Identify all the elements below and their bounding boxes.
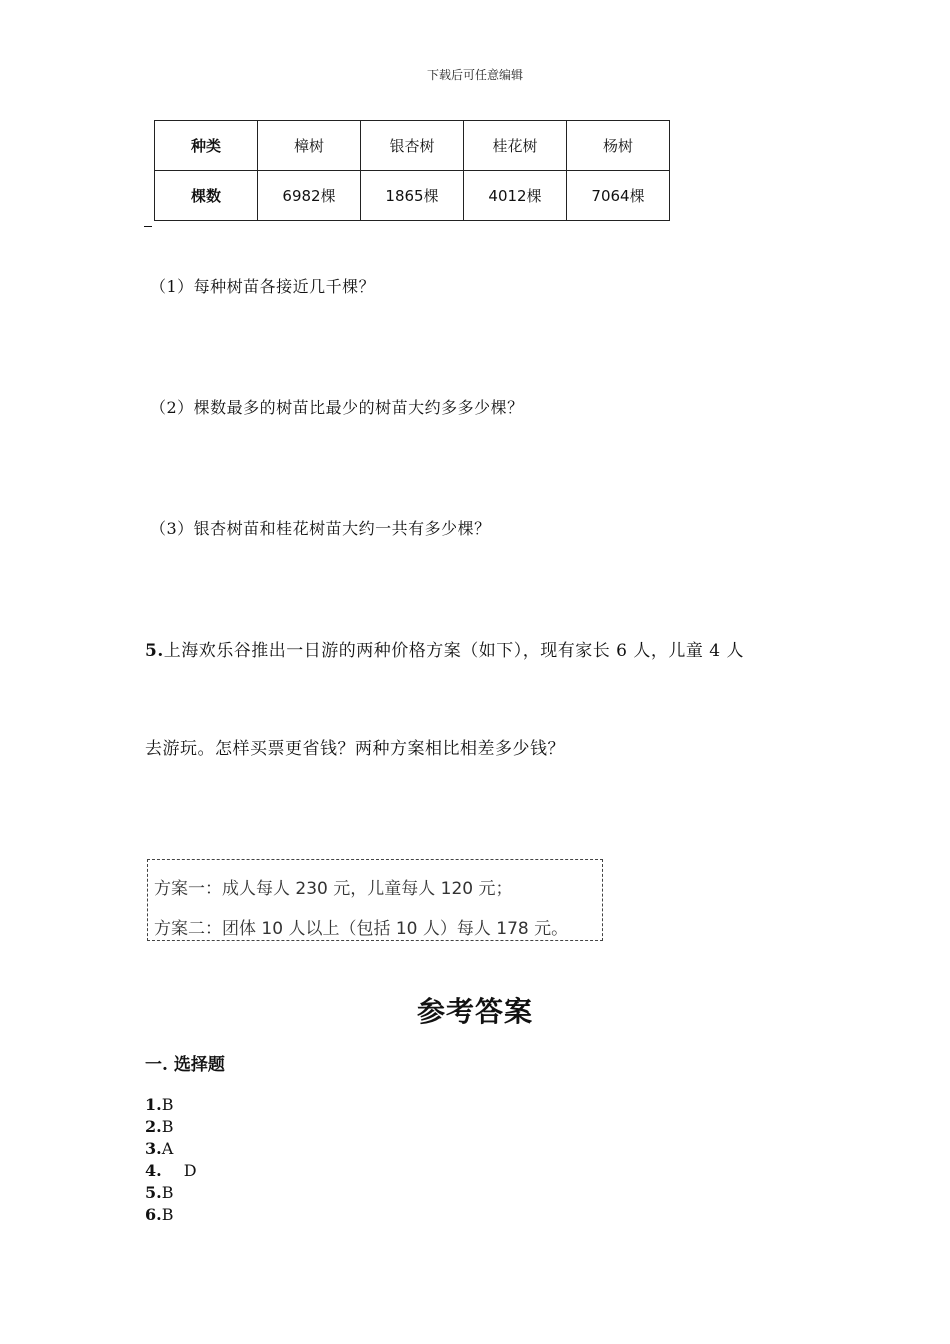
- table-cell: 7064棵: [567, 171, 670, 221]
- answer-number: 4.: [145, 1161, 162, 1180]
- table-cell: 樟树: [258, 121, 361, 171]
- price-plan-box: [147, 859, 603, 941]
- answer-value: B: [161, 1205, 174, 1224]
- table-row: [155, 171, 670, 221]
- answer-item: [145, 1094, 173, 1116]
- answer-number: 3.: [145, 1139, 162, 1158]
- section-title: 一. 选择题: [145, 1055, 225, 1075]
- answer-key-title: 参考答案: [416, 995, 533, 1028]
- table-header-row: [155, 121, 670, 171]
- table-cell: 种类: [155, 121, 258, 171]
- answer-value: B: [161, 1117, 174, 1136]
- answer-value: B: [161, 1183, 174, 1202]
- question-3: （3）银杏树苗和桂花树苗大约一共有多少棵？: [150, 519, 491, 538]
- problem-number: 5.: [145, 641, 164, 661]
- answer-value: D: [183, 1161, 197, 1180]
- table-cell: 6982棵: [258, 171, 361, 221]
- question-1: （1）每种树苗各接近几千棵？: [150, 277, 376, 296]
- question-2: （2）棵数最多的树苗比最少的树苗大约多多少棵？: [150, 398, 524, 417]
- answer-item: [145, 1138, 173, 1160]
- answer-item: [145, 1204, 173, 1226]
- answer-number: 5.: [145, 1183, 162, 1202]
- answer-number: 2.: [145, 1117, 162, 1136]
- answer-value: A: [161, 1139, 174, 1158]
- answer-number: 6.: [145, 1205, 162, 1224]
- table-cell: 银杏树: [361, 121, 464, 171]
- table-cell: 1865棵: [361, 171, 464, 221]
- table-cell: 棵数: [155, 171, 258, 221]
- table-cell: 桂花树: [464, 121, 567, 171]
- tree-count-table: [154, 120, 670, 221]
- answer-item: [145, 1160, 197, 1182]
- table-cell: 4012棵: [464, 171, 567, 221]
- header-note: 下载后可任意编辑: [426, 68, 523, 82]
- answer-item: [145, 1182, 173, 1204]
- answer-number: 1.: [145, 1095, 162, 1114]
- answer-item: [145, 1116, 173, 1138]
- problem-5-line-1: [145, 636, 744, 661]
- divider-mark: [144, 226, 152, 227]
- plan-one: 方案一：成人每人 230 元，儿童每人 120 元；: [154, 879, 513, 899]
- plan-two: 方案二：团体 10 人以上（包括 10 人）每人 178 元。: [154, 919, 569, 939]
- problem-5-line-2: 去游玩。怎样买票更省钱？两种方案相比相差多少钱？: [145, 739, 565, 759]
- problem-text: 上海欢乐谷推出一日游的两种价格方案（如下），现有家长 6 人，儿童 4 人: [163, 641, 744, 661]
- table-cell: 杨树: [567, 121, 670, 171]
- answer-value: B: [161, 1095, 174, 1114]
